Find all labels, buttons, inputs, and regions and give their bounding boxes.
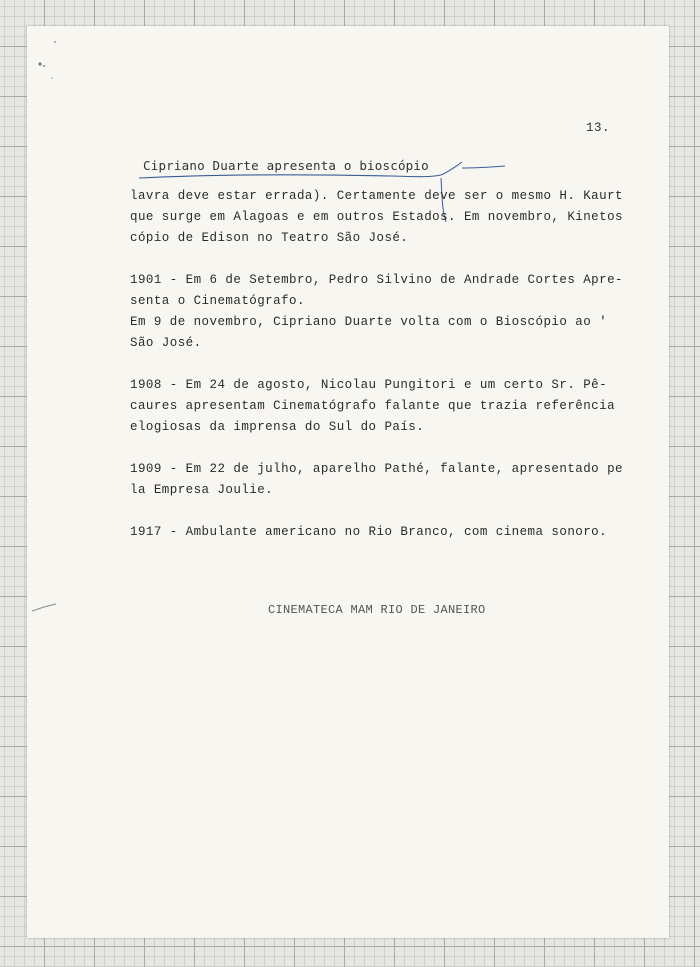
body-text (130, 186, 625, 543)
section-heading: Cipriano Duarte apresenta o bioscópio (143, 158, 429, 173)
paragraph-1908: 1908 - Em 24 de agosto, Nicolau Pungitori e um certo Sr. Pê- caures apresentam Cinematógrafo falante que trazia referência elogiosas da imprensa do Sul do País. (130, 378, 616, 434)
paragraph-intro: lavra deve estar errada). Certamente deve ser o mesmo H. Kaurt que surge em Alagoas e em outros Estados. Em novembro, Kinetos cópio de Edison no Teatro São José. (130, 189, 623, 245)
archive-stamp: CINEMATECA MAM RIO DE JANEIRO (268, 603, 486, 617)
paragraph-1917: 1917 - Ambulante americano no Rio Branco, com cinema sonoro. (130, 525, 608, 539)
page-number: 13. (586, 121, 611, 135)
paragraph-1909: 1909 - Em 22 de julho, aparelho Pathé, falante, apresentado pe la Empresa Joulie. (130, 462, 623, 497)
margin-mark (32, 601, 62, 615)
paragraph-1901: 1901 - Em 6 de Setembro, Pedro Silvino de Andrade Cortes Apre- senta o Cinematógrafo. Em 9 de novembro, Cipriano Duarte volta com o Bioscópio ao ' São José. (130, 273, 623, 350)
